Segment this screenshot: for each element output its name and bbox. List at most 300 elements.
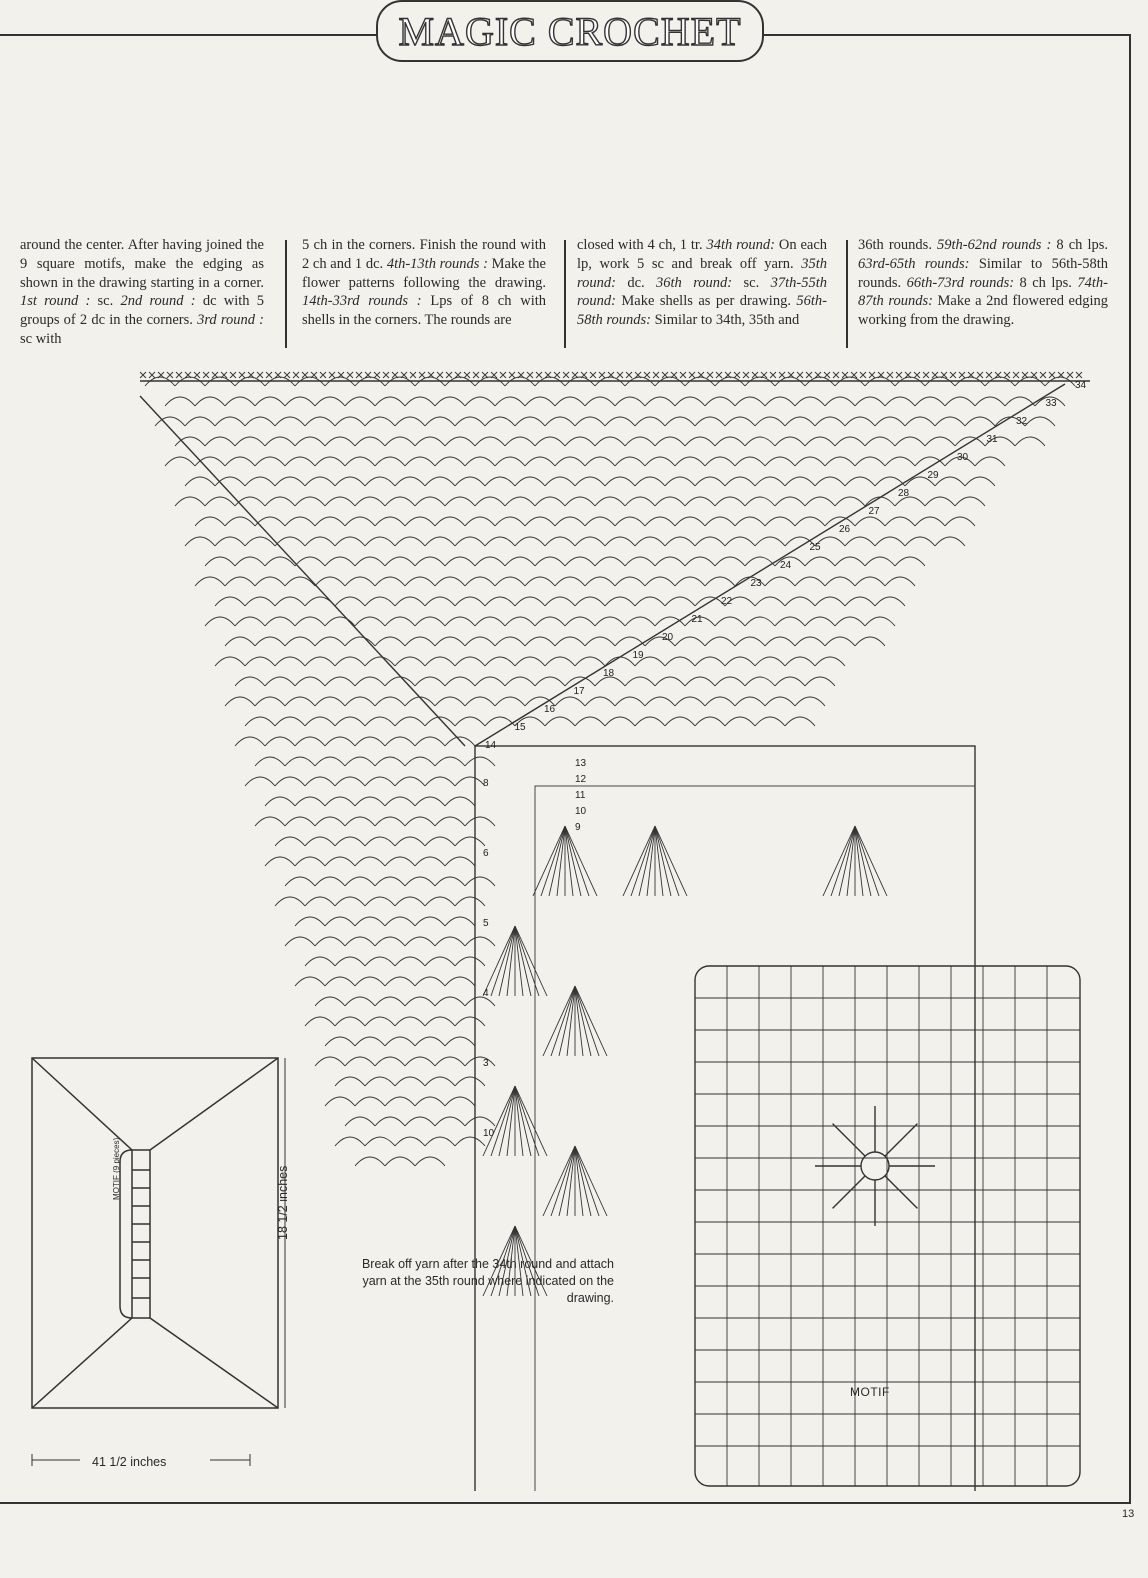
chain-loop [465,1057,495,1066]
chain-loop [435,997,465,1006]
sc-mark [599,372,605,378]
schematic-diagonal [150,1058,278,1150]
sc-mark [770,372,776,378]
chain-loop [265,497,295,506]
width-dimension-label: 41 1/2 inches [92,1455,167,1469]
chain-loop [775,677,805,686]
chain-loop [605,657,635,666]
chain-loop [695,477,725,486]
chain-loop [605,717,635,726]
round-number-label: 24 [780,560,792,571]
sc-mark [167,372,173,378]
sc-mark [140,372,146,378]
flower-fan-stitch [575,986,591,1056]
round-number-label: 27 [868,506,880,517]
chain-loop [535,497,565,506]
chain-loop [805,437,835,446]
chain-loop [445,1097,475,1106]
chain-loop [395,417,425,426]
sc-mark [176,372,182,378]
page-title-banner [376,0,764,62]
chain-loop [695,537,725,546]
round-heading: 59th-62nd rounds : [937,237,1052,253]
flower-fan-stitch [533,826,565,896]
chain-loop [225,457,255,466]
chain-loop [345,757,375,766]
chain-loop [655,677,685,686]
chain-loop [655,437,685,446]
chain-loop [805,497,835,506]
chain-loop [835,497,865,506]
flower-fan-stitch [515,926,531,996]
chain-loop [575,597,605,606]
chain-loop [695,417,725,426]
chain-loop [1025,417,1055,426]
chain-loop [305,957,335,966]
chain-loop [675,397,705,406]
chain-loop [335,777,365,786]
chain-loop [385,797,415,806]
chain-loop [855,517,885,526]
chain-loop [305,537,335,546]
chain-loop [285,577,315,586]
sc-mark [1013,372,1019,378]
chain-loop [465,397,495,406]
chain-loop [315,637,345,646]
chain-loop [435,757,465,766]
chain-loop [435,817,465,826]
chain-loop [605,477,635,486]
chain-loop [365,717,395,726]
column-paragraph [20,236,264,349]
chain-loop [925,437,955,446]
chain-loop [415,737,445,746]
chain-loop [415,917,445,926]
chain-loop [365,1137,395,1146]
sc-mark [932,372,938,378]
chain-loop [305,837,335,846]
chain-loop [385,737,415,746]
chain-loop [355,1157,385,1166]
sc-mark [230,372,236,378]
chain-loop [495,397,525,406]
chain-loop [455,1137,485,1146]
chain-loop [435,397,465,406]
chain-loop [415,677,445,686]
round-number-label: 31 [986,434,998,445]
sc-mark [536,372,542,378]
instruction-text: around the center. After having joined the 9 square motifs, make the edging as shown in the drawing starting in a corner. [20,237,264,291]
chain-loop [785,717,815,726]
chain-loop [715,557,745,566]
chain-loop [305,657,335,666]
chain-loop [345,1117,375,1126]
chain-loop [505,677,535,686]
chain-loop [545,657,575,666]
chain-loop [415,797,445,806]
chain-loop [225,637,255,646]
chain-loop [715,677,745,686]
chain-loop [545,597,575,606]
chain-loop [455,477,485,486]
sc-mark [662,372,668,378]
chain-loop [975,457,1005,466]
height-dimension-label: 18 1/2 inches [276,1165,290,1240]
chain-loop [745,437,775,446]
chain-loop [315,937,345,946]
chain-loop [375,877,405,886]
round-heading: 14th-33rd rounds : [302,293,422,310]
chain-loop [435,517,465,526]
sc-mark [437,372,443,378]
chain-loop [245,417,275,426]
chain-loop [915,457,945,466]
chain-loop [615,697,645,706]
chain-loop [435,457,465,466]
chain-loop [385,497,415,506]
sc-mark [833,372,839,378]
chain-loop [555,577,585,586]
chain-loop [715,437,745,446]
flower-fan-stitch [575,1146,607,1216]
sc-mark [950,372,956,378]
instruction-text: 36th rounds. [858,237,938,253]
chain-loop [545,477,575,486]
chain-loop [405,817,435,826]
chain-loop [185,417,215,426]
chain-loop [735,517,765,526]
chain-loop [435,637,465,646]
chain-loop [675,577,705,586]
chain-loop [355,437,385,446]
chain-loop [565,437,595,446]
chain-loop [895,557,925,566]
chain-loop [415,857,445,866]
flower-fan-stitch [575,986,607,1056]
round-heading: 63rd-65th rounds: [858,255,970,272]
chain-loop [635,417,665,426]
sc-mark [293,372,299,378]
chain-loop [405,457,435,466]
chain-loop [315,457,345,466]
schematic-diagonal [32,1318,132,1408]
flower-fan-stitch [515,1086,531,1156]
sc-mark [590,372,596,378]
chain-loop [395,657,425,666]
instruction-text: On each lp, work 5 sc and break off yarn. [577,237,827,272]
chain-loop [525,577,555,586]
chain-loop [755,717,785,726]
chain-loop [225,397,255,406]
chain-loop [295,557,325,566]
sc-mark [653,372,659,378]
chain-loop [345,457,375,466]
chain-loop [545,417,575,426]
flower-fan-stitch [575,1146,591,1216]
chain-loop [225,517,255,526]
instruction-text: Make the flower patterns following the drawing. [302,255,546,291]
chain-loop [545,537,575,546]
chain-loop [325,557,355,566]
instruction-text: 8 ch lps. [1014,274,1078,291]
sc-mark [1049,372,1055,378]
chain-loop [735,397,765,406]
chain-loop [275,417,305,426]
chain-loop [245,537,275,546]
chain-loop [495,637,525,646]
sc-mark [680,372,686,378]
chain-loop [455,417,485,426]
round-heading: 3rd round : [197,312,264,329]
chain-loop [585,697,615,706]
chain-loop [445,977,475,986]
chain-loop [655,497,685,506]
chain-loop [795,577,825,586]
schematic-diagonal [150,1318,278,1408]
chain-loop [355,557,385,566]
chain-loop [345,817,375,826]
instruction-text: sc. [90,293,121,310]
chain-loop [825,457,855,466]
chain-loop [535,677,565,686]
chain-loop [215,537,245,546]
sc-mark [347,372,353,378]
sc-mark [1040,372,1046,378]
chain-loop [375,397,405,406]
round-number-label: 20 [662,632,674,643]
chain-loop [575,717,605,726]
chain-loop [485,657,515,666]
chain-loop [735,637,765,646]
flower-fan-stitch [483,1086,515,1156]
instruction-text: Similar to 34th, 35th and [650,312,800,329]
chain-loop [455,837,485,846]
chain-loop [905,417,935,426]
yarn-note: Break off yarn after the 34th round and attach yarn at the 35th round where indicated on the drawing. [361,1257,614,1305]
chain-loop [755,537,785,546]
chain-loop [405,577,435,586]
chain-loop [665,717,695,726]
round-number-label: 25 [809,542,821,553]
chain-loop [465,697,495,706]
chain-loop [305,777,335,786]
corner-diagonal [140,396,465,746]
chain-loop [845,597,875,606]
chain-loop [775,497,805,506]
chain-loop [475,497,505,506]
chain-loop [685,497,715,506]
chain-loop [305,717,335,726]
chain-loop [395,1017,425,1026]
chain-loop [435,937,465,946]
chain-loop [425,477,455,486]
chain-loop [285,517,315,526]
sc-mark [626,372,632,378]
chain-loop [785,597,815,606]
instruction-text: 5 ch in the corners. Finish the round with 2 ch and 1 dc. [302,237,546,272]
sc-mark [779,372,785,378]
chain-loop [845,537,875,546]
chain-loop [355,977,385,986]
chain-loop [385,1037,415,1046]
chain-loop [605,537,635,546]
chain-loop [275,717,305,726]
sc-mark [1067,372,1073,378]
chain-loop [375,1057,405,1066]
sc-mark [482,372,488,378]
chain-loop [465,457,495,466]
chain-loop [895,437,925,446]
chain-loop [465,517,495,526]
sc-mark [644,372,650,378]
chain-loop [515,597,545,606]
chain-loop [185,477,215,486]
sc-mark [617,372,623,378]
chain-loop [1015,437,1045,446]
sc-mark [302,372,308,378]
schematic-motif-strip [132,1150,150,1318]
sc-mark [860,372,866,378]
chain-loop [395,777,425,786]
chain-loop [335,1017,365,1026]
chain-loop [455,717,485,726]
instruction-text: Make a 2nd flowered edging working from the drawing. [858,293,1108,329]
chain-loop [425,1017,455,1026]
chain-loop [455,537,485,546]
chain-loop [515,537,545,546]
chain-loop [605,597,635,606]
chain-loop [445,857,475,866]
page-title: MAGIC CROCHET [398,8,742,54]
flower-fan-stitch [499,1086,515,1156]
chain-loop [425,417,455,426]
chain-loop [445,497,475,506]
column-paragraph [858,236,1108,330]
chain-loop [815,597,845,606]
chain-loop [705,457,735,466]
chain-loop [595,617,625,626]
chain-loop [315,517,345,526]
chain-loop [445,797,475,806]
chain-loop [455,1077,485,1086]
chain-loop [475,557,505,566]
chain-loop [315,997,345,1006]
chain-loop [555,697,585,706]
motif-petal-line [885,1176,918,1209]
chain-loop [465,1117,495,1126]
chain-loop [195,397,225,406]
chain-loop [855,457,885,466]
round-heading: 36th round: [656,274,733,291]
chain-loop [935,477,965,486]
chain-loop [255,697,285,706]
motif-label: MOTIF [850,1385,890,1399]
chain-loop [235,617,265,626]
chain-loop [515,417,545,426]
chain-loop [285,937,315,946]
chain-loop [565,497,595,506]
sc-mark [842,372,848,378]
chain-loop [725,477,755,486]
chain-loop [475,677,505,686]
sc-mark [1004,372,1010,378]
instruction-text: Lps of 8 ch with shells in the corners. The rounds are [302,293,546,329]
chain-loop [615,397,645,406]
page-frame-bottom [0,1502,1131,1504]
chain-loop [765,397,795,406]
chain-loop [535,557,565,566]
chain-loop [325,917,355,926]
chain-loop [865,617,895,626]
instruction-text: dc with 5 groups of 2 dc in the corners. [20,293,264,329]
sc-mark [1076,372,1082,378]
motif-petal-line [833,1176,866,1209]
chain-loop [225,697,255,706]
chain-loop [285,877,315,886]
chain-loop [495,697,525,706]
flower-fan-stitch [855,826,871,896]
sc-mark [446,372,452,378]
chain-loop [335,657,365,666]
chain-loop [275,657,305,666]
chain-loop [335,837,365,846]
chain-loop [875,597,905,606]
round-number-label: 30 [957,452,969,463]
chain-loop [285,817,315,826]
sc-mark [284,372,290,378]
chain-loop [345,397,375,406]
chain-loop [335,537,365,546]
chain-loop [935,417,965,426]
chain-loop [265,677,295,686]
chain-loop [615,577,645,586]
chain-loop [855,577,885,586]
round-heading: 4th-13th rounds : [386,255,488,272]
chain-loop [595,437,625,446]
round-number-label: 33 [1045,398,1057,409]
sc-mark [401,372,407,378]
sc-mark [257,372,263,378]
chain-loop [575,537,605,546]
round-number-label: 17 [573,686,585,697]
round-number-label: 13 [575,758,587,769]
chain-loop [415,617,445,626]
chain-loop [645,697,675,706]
chain-loop [555,457,585,466]
chain-loop [275,777,305,786]
chain-loop [365,1077,395,1086]
chain-loop [665,417,695,426]
chain-loop [615,457,645,466]
sc-mark [239,372,245,378]
sc-mark [923,372,929,378]
chain-loop [435,697,465,706]
chain-loop [155,417,185,426]
chain-loop [365,957,395,966]
chain-loop [325,497,355,506]
chain-loop [275,477,305,486]
chain-loop [595,557,625,566]
chain-loop [415,437,445,446]
chain-loop [525,517,555,526]
chain-loop [285,757,315,766]
chain-loop [345,517,375,526]
sc-mark [383,372,389,378]
chain-loop [815,657,845,666]
chain-loop [365,417,395,426]
sc-mark [320,372,326,378]
chain-loop [725,537,755,546]
